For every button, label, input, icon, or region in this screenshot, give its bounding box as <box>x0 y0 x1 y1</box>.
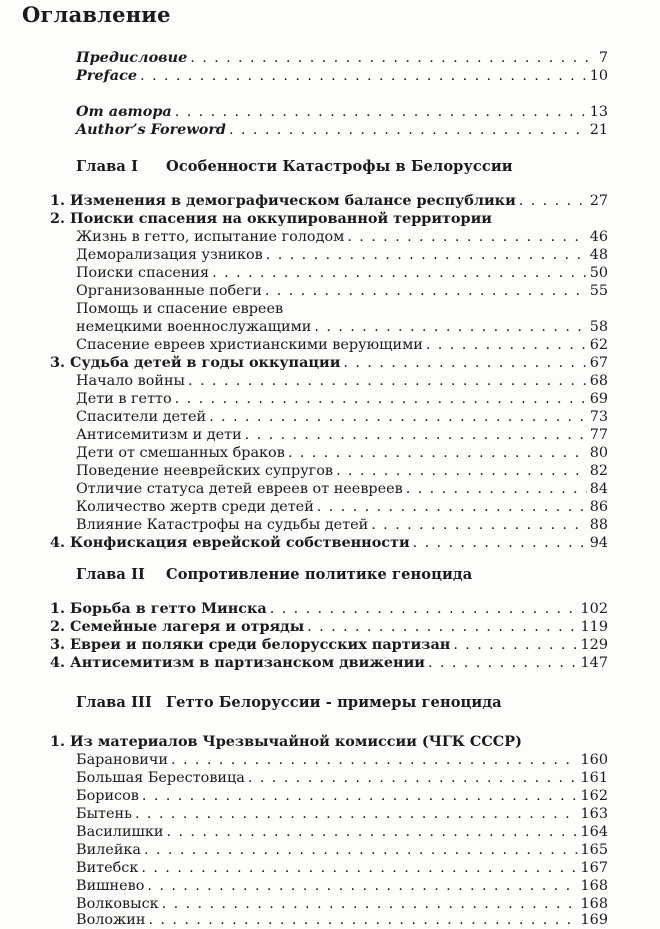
entry-page: 73 <box>589 409 608 425</box>
dot-leader <box>317 498 587 516</box>
toc-section[interactable] <box>50 534 608 552</box>
entry-title: Борисов <box>76 788 139 804</box>
dot-leader <box>343 354 586 372</box>
toc-entry[interactable] <box>76 751 608 769</box>
entry-page: 27 <box>589 193 608 209</box>
page-title: Оглавление <box>22 2 171 27</box>
toc-entry[interactable] <box>76 805 608 823</box>
toc-section[interactable] <box>50 210 608 228</box>
dot-leader <box>135 805 578 823</box>
entry-title: Поведение нееврейских супругов <box>76 463 333 479</box>
toc-section[interactable] <box>50 636 608 654</box>
entry-title: Организованные побеги <box>76 283 262 299</box>
toc-entry[interactable] <box>76 787 608 805</box>
entry-page: 161 <box>580 770 608 786</box>
entry-title: Антисемитизм в партизанском движении <box>70 654 425 671</box>
entry-title: Из материалов Чрезвычайной комиссии (ЧГК СССР) <box>70 733 522 750</box>
entry-page: 80 <box>589 445 608 461</box>
chapter-label: Глава III <box>76 694 152 711</box>
entry-title: Антисемитизм и дети <box>76 427 242 443</box>
toc-entry[interactable] <box>76 769 608 787</box>
section-number: 4. <box>50 534 66 551</box>
entry-title: Вишнево <box>76 878 145 894</box>
chapter-label: Глава II <box>76 566 145 583</box>
entry-title: Борьба в гетто Минска <box>70 600 267 617</box>
toc-section[interactable] <box>50 354 608 372</box>
entry-title: Барановичи <box>76 752 169 768</box>
entry-title: Author’s Foreword <box>76 121 226 138</box>
dot-leader <box>188 372 587 390</box>
dot-leader <box>270 600 578 618</box>
entry-page: 46 <box>589 229 608 245</box>
section-number: 1. <box>50 192 66 209</box>
toc-section[interactable] <box>50 600 608 618</box>
entry-title: Предисловие <box>76 49 188 66</box>
entry-page: 169 <box>580 912 608 928</box>
dot-leader <box>426 336 587 354</box>
entry-page: 82 <box>589 463 608 479</box>
toc-entry[interactable] <box>76 390 608 408</box>
entry-page: 102 <box>580 601 608 617</box>
entry-page: 94 <box>589 535 608 551</box>
chapter-label: Глава I <box>76 158 139 175</box>
entry-title: Большая Берестовица <box>76 770 245 786</box>
toc-entry[interactable] <box>76 841 608 859</box>
entry-page: 13 <box>589 104 608 120</box>
toc-entry[interactable] <box>76 426 608 444</box>
dot-leader <box>307 618 577 636</box>
entry-page: 10 <box>589 68 608 84</box>
dot-leader <box>147 877 577 895</box>
entry-title: Количество жертв среди детей <box>76 499 314 515</box>
toc-entry[interactable] <box>76 246 608 264</box>
entry-title: Отличие статуса детей евреев от неевреев <box>76 481 403 497</box>
entry-page: 58 <box>589 319 608 335</box>
dot-leader <box>144 841 578 859</box>
entry-title: Витебск <box>76 860 139 876</box>
toc-entry[interactable] <box>76 444 608 462</box>
chapter-title: Гетто Белоруссии - примеры геноцида <box>166 694 502 711</box>
toc-entry[interactable] <box>76 121 608 139</box>
toc-entry[interactable] <box>76 103 608 121</box>
dot-leader <box>265 282 587 300</box>
dot-leader <box>209 408 587 426</box>
entry-title: Помощь и спасение евреев <box>76 301 284 317</box>
toc-entry[interactable] <box>76 462 608 480</box>
section-number: 3. <box>50 354 66 371</box>
entry-title: Василишки <box>76 824 164 840</box>
chapter-title: Сопротивление политике геноцида <box>166 566 473 583</box>
entry-title: Волковыск <box>76 896 159 912</box>
toc-section[interactable] <box>50 192 608 210</box>
entry-page: 119 <box>580 619 608 635</box>
entry-page: 21 <box>589 122 608 138</box>
toc-entry[interactable] <box>76 336 608 354</box>
entry-page: 165 <box>580 842 608 858</box>
toc-entry[interactable] <box>76 264 608 282</box>
entry-page: 168 <box>580 878 608 894</box>
toc-entry[interactable] <box>76 282 608 300</box>
dot-leader <box>175 103 587 121</box>
dot-leader <box>141 859 577 877</box>
entry-title: Поиски спасения на оккупированной территории <box>70 210 492 227</box>
entry-title: Изменения в демографическом балансе республики <box>70 192 516 209</box>
toc-section[interactable] <box>50 618 608 636</box>
toc-entry[interactable] <box>76 49 608 67</box>
entry-title: Воложин <box>76 912 146 928</box>
toc-entry[interactable] <box>76 859 608 877</box>
toc-section[interactable] <box>50 654 608 672</box>
entry-page: 62 <box>589 337 608 353</box>
dot-leader <box>140 67 587 85</box>
chapter-heading <box>76 566 472 583</box>
dot-leader <box>336 462 587 480</box>
entry-title: Вилейка <box>76 842 141 858</box>
dot-leader <box>175 390 587 408</box>
dot-leader <box>142 787 578 805</box>
chapter-title: Особенности Катастрофы в Белоруссии <box>166 158 513 175</box>
toc-entry[interactable] <box>76 877 608 895</box>
dot-leader <box>406 480 587 498</box>
dot-leader <box>453 636 577 654</box>
dot-leader <box>347 228 586 246</box>
entry-page: 163 <box>580 806 608 822</box>
dot-leader <box>428 654 578 672</box>
entry-page: 86 <box>589 499 608 515</box>
dot-leader <box>229 121 587 139</box>
toc-entry[interactable] <box>76 228 608 246</box>
entry-title: Бытень <box>76 806 132 822</box>
entry-page: 77 <box>589 427 608 443</box>
dot-leader <box>413 534 587 552</box>
section-number: 3. <box>50 636 66 653</box>
toc-entry[interactable] <box>76 318 608 336</box>
entry-page: 167 <box>580 860 608 876</box>
entry-title: Спасение евреев христианскими верующими <box>76 337 423 353</box>
dot-leader <box>171 751 578 769</box>
dot-leader <box>266 246 587 264</box>
toc-entry[interactable] <box>76 516 608 534</box>
entry-page: 88 <box>589 517 608 533</box>
section-number: 2. <box>50 210 66 227</box>
dot-leader <box>167 823 578 841</box>
entry-page: 84 <box>589 481 608 497</box>
toc-section[interactable] <box>50 733 608 751</box>
toc-entry[interactable] <box>76 480 608 498</box>
dot-leader <box>288 444 587 462</box>
entry-page: 7 <box>598 50 608 66</box>
toc-entry[interactable] <box>76 911 608 929</box>
entry-title: Спасители детей <box>76 409 207 425</box>
entry-page: 55 <box>589 283 608 299</box>
dot-leader <box>148 911 577 929</box>
dot-leader <box>190 49 596 67</box>
chapter-heading <box>76 158 513 175</box>
dot-leader <box>245 426 587 444</box>
entry-page: 147 <box>580 655 608 671</box>
section-number: 1. <box>50 733 66 750</box>
entry-title: Конфискация еврейской собственности <box>70 534 410 551</box>
section-number: 2. <box>50 618 66 635</box>
entry-title: Поиски спасения <box>76 265 210 281</box>
entry-title: Евреи и поляки среди белорусских партизан <box>70 636 451 653</box>
toc-entry[interactable] <box>76 823 608 841</box>
entry-title: немецкими военнослужащими <box>76 319 312 335</box>
entry-title: Начало войны <box>76 373 186 389</box>
entry-page: 164 <box>580 824 608 840</box>
entry-page: 69 <box>589 391 608 407</box>
entry-title: Деморализация узников <box>76 247 263 263</box>
chapter-heading <box>76 694 502 711</box>
toc-entry[interactable] <box>76 67 608 85</box>
toc-entry[interactable] <box>76 372 608 390</box>
entry-title: Дети от смешанных браков <box>76 445 285 461</box>
entry-page: 50 <box>589 265 608 281</box>
section-number: 1. <box>50 600 66 617</box>
entry-title: Семейные лагеря и отряды <box>70 618 305 635</box>
entry-page: 168 <box>580 896 608 912</box>
entry-page: 160 <box>580 752 608 768</box>
dot-leader <box>314 318 586 336</box>
entry-title: Preface <box>76 67 137 84</box>
section-number: 4. <box>50 654 66 671</box>
entry-title: Судьба детей в годы оккупации <box>70 354 341 371</box>
entry-page: 129 <box>580 637 608 653</box>
toc-entry[interactable] <box>76 300 608 318</box>
entry-title: Влияние Катастрофы на судьбы детей <box>76 517 369 533</box>
dot-leader <box>248 769 578 787</box>
entry-page: 67 <box>589 355 608 371</box>
dot-leader <box>519 192 587 210</box>
entry-page: 48 <box>589 247 608 263</box>
entry-page: 68 <box>589 373 608 389</box>
entry-title: Дети в гетто <box>76 391 172 407</box>
entry-title: Жизнь в гетто, испытание голодом <box>76 229 345 245</box>
dot-leader <box>212 264 587 282</box>
dot-leader <box>371 516 586 534</box>
toc-entry[interactable] <box>76 498 608 516</box>
entry-page: 162 <box>580 788 608 804</box>
toc-entry[interactable] <box>76 408 608 426</box>
entry-title: От автора <box>76 103 172 120</box>
